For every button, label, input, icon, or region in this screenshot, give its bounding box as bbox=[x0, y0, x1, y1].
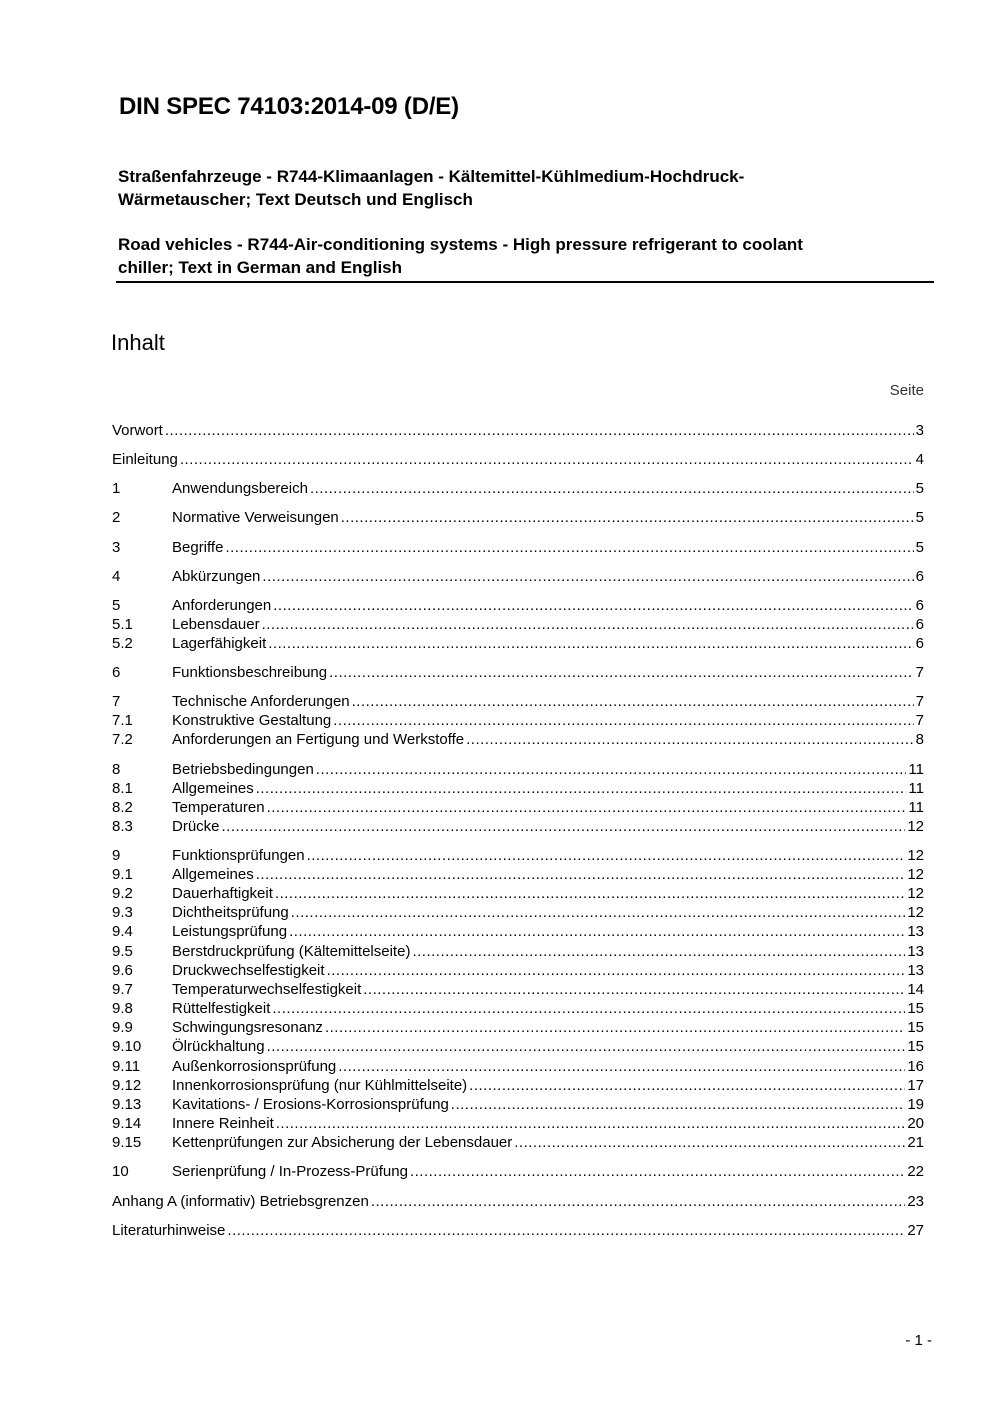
toc-entry-leader-dots bbox=[310, 479, 914, 498]
toc-entry-label: Funktionsprüfungen bbox=[172, 847, 305, 864]
toc-entry[interactable] bbox=[112, 760, 924, 779]
toc-entry-number: 9.3 bbox=[112, 904, 133, 921]
toc-entry-page: 21 bbox=[907, 1134, 924, 1151]
toc-entry-number: 10 bbox=[112, 1163, 129, 1180]
toc-entry-page: 12 bbox=[907, 847, 924, 864]
toc-entry[interactable] bbox=[112, 538, 924, 557]
toc-entry-number: 7 bbox=[112, 693, 121, 710]
toc-entry-label: Allgemeines bbox=[172, 780, 254, 797]
toc-entry-leader-dots bbox=[338, 1057, 905, 1076]
toc-entry-label: Lagerfähigkeit bbox=[172, 635, 267, 652]
toc-entry-page: 6 bbox=[915, 616, 924, 633]
toc-entry-leader-dots bbox=[256, 865, 906, 884]
toc-entry[interactable] bbox=[112, 980, 924, 999]
toc-entry[interactable] bbox=[112, 999, 924, 1018]
toc-entry-number: 3 bbox=[112, 539, 121, 556]
toc-entry-label: Dichtheitsprüfung bbox=[172, 904, 289, 921]
title-english-line-1: Road vehicles - R744-Air-conditioning systems - High pressure refrigerant to coolant bbox=[118, 235, 803, 254]
toc-entry-number: 9.11 bbox=[112, 1058, 141, 1075]
toc-entry[interactable] bbox=[112, 615, 924, 634]
toc-entry-number: 5.2 bbox=[112, 635, 133, 652]
toc-entry-page: 5 bbox=[915, 509, 924, 526]
toc-entry-label: Abkürzungen bbox=[172, 568, 261, 585]
toc-entry-page: 12 bbox=[907, 904, 924, 921]
toc-entry-number: 9 bbox=[112, 847, 121, 864]
toc-entry-page: 16 bbox=[907, 1058, 924, 1075]
toc-entry-label: Temperaturwechselfestigkeit bbox=[172, 981, 362, 998]
toc-entry-number: 9.10 bbox=[112, 1038, 142, 1055]
toc-entry-label: Betriebsbedingungen bbox=[172, 761, 314, 778]
toc-entry-number: 9.8 bbox=[112, 1000, 133, 1017]
toc-entry-leader-dots bbox=[227, 1221, 905, 1240]
toc-entry-label: Rüttelfestigkeit bbox=[172, 1000, 271, 1017]
toc-entry-page: 14 bbox=[907, 981, 924, 998]
toc-entry-leader-dots bbox=[469, 1076, 905, 1095]
toc-entry-number: 9.5 bbox=[112, 943, 133, 960]
toc-entry-leader-dots bbox=[412, 942, 905, 961]
toc-entry-page: 23 bbox=[907, 1193, 924, 1210]
toc-entry[interactable] bbox=[112, 798, 924, 817]
toc-entry[interactable] bbox=[112, 596, 924, 615]
toc-entry[interactable] bbox=[112, 730, 924, 749]
toc-entry-leader-dots bbox=[329, 663, 914, 682]
toc-entry-leader-dots bbox=[307, 846, 906, 865]
toc-entry-label: Einleitung bbox=[112, 451, 178, 468]
toc-entry-label: Begriffe bbox=[172, 539, 224, 556]
toc-entry-page: 5 bbox=[915, 539, 924, 556]
toc-entry-leader-dots bbox=[267, 798, 907, 817]
toc-entry-page: 11 bbox=[908, 799, 924, 816]
toc-entry-leader-dots bbox=[466, 730, 914, 749]
toc-entry[interactable] bbox=[112, 508, 924, 527]
toc-entry[interactable] bbox=[112, 817, 924, 836]
toc-entry-leader-dots bbox=[267, 1037, 906, 1056]
toc-entry-leader-dots bbox=[325, 1018, 905, 1037]
toc-entry-label: Technische Anforderungen bbox=[172, 693, 350, 710]
toc-entry-number: 8.1 bbox=[112, 780, 133, 797]
toc-entry[interactable] bbox=[112, 922, 924, 941]
toc-entry-label: Konstruktive Gestaltung bbox=[172, 712, 332, 729]
toc-entry-leader-dots bbox=[514, 1133, 905, 1152]
toc-entry-label: Anforderungen an Fertigung und Werkstoffe bbox=[172, 731, 465, 748]
toc-entry-leader-dots bbox=[222, 817, 906, 836]
toc-entry-number: 9.4 bbox=[112, 923, 133, 940]
toc-entry-leader-dots bbox=[291, 903, 906, 922]
toc-entry-number: 9.13 bbox=[112, 1096, 142, 1113]
toc-entry-label: Innere Reinheit bbox=[172, 1115, 274, 1132]
toc-entry[interactable] bbox=[112, 1221, 924, 1240]
toc-entry-page: 7 bbox=[915, 693, 924, 710]
document-id: DIN SPEC 74103:2014-09 (D/E) bbox=[119, 93, 459, 120]
toc-entry-number: 8.2 bbox=[112, 799, 133, 816]
toc-entry-page: 17 bbox=[907, 1077, 924, 1094]
toc-entry-number: 6 bbox=[112, 664, 121, 681]
toc-entry[interactable] bbox=[112, 1114, 924, 1133]
toc-entry[interactable] bbox=[112, 1162, 924, 1181]
toc-entry-leader-dots bbox=[273, 596, 913, 615]
toc-page-column-label: Seite bbox=[889, 382, 924, 399]
toc-entry-label: Dauerhaftigkeit bbox=[172, 885, 273, 902]
toc-entry-leader-dots bbox=[268, 634, 913, 653]
toc-entry[interactable] bbox=[112, 567, 924, 586]
toc-entry[interactable] bbox=[112, 846, 924, 865]
toc-heading: Inhalt bbox=[111, 330, 165, 355]
toc-entry[interactable] bbox=[112, 1076, 924, 1095]
toc-entry-label: Druckwechselfestigkeit bbox=[172, 962, 325, 979]
toc-entry[interactable] bbox=[112, 884, 924, 903]
toc-entry-page: 6 bbox=[915, 597, 924, 614]
toc-entry[interactable] bbox=[112, 1037, 924, 1056]
toc-entry-leader-dots bbox=[262, 567, 913, 586]
toc-entry-label: Leistungsprüfung bbox=[172, 923, 288, 940]
toc-entry-leader-dots bbox=[341, 508, 914, 527]
toc-entry-number: 8 bbox=[112, 761, 121, 778]
title-english bbox=[116, 233, 934, 283]
toc-entry-leader-dots bbox=[371, 1192, 906, 1211]
toc-entry-page: 6 bbox=[915, 635, 924, 652]
toc-entry-page: 19 bbox=[907, 1096, 924, 1113]
toc-entry-page: 7 bbox=[915, 712, 924, 729]
toc-entry-leader-dots bbox=[275, 884, 905, 903]
toc-entry[interactable] bbox=[112, 421, 924, 440]
toc-entry-leader-dots bbox=[272, 999, 905, 1018]
toc-entry-number: 7.1 bbox=[112, 712, 133, 729]
toc-entry-label: Funktionsbeschreibung bbox=[172, 664, 328, 681]
toc-entry-page: 27 bbox=[907, 1222, 924, 1239]
toc-entry-leader-dots bbox=[333, 711, 913, 730]
toc-entry-page: 20 bbox=[907, 1115, 924, 1132]
toc-entry[interactable] bbox=[112, 1095, 924, 1114]
toc-entry-page: 22 bbox=[907, 1163, 924, 1180]
page-number: - 1 - bbox=[905, 1332, 932, 1349]
toc-entry[interactable] bbox=[112, 961, 924, 980]
toc-entry[interactable] bbox=[112, 865, 924, 884]
toc-entry[interactable] bbox=[112, 942, 924, 961]
toc-entry-label: Temperaturen bbox=[172, 799, 265, 816]
toc-entry-label: Serienprüfung / In-Prozess-Prüfung bbox=[172, 1163, 408, 1180]
toc-entry-number: 9.6 bbox=[112, 962, 133, 979]
toc-entry[interactable] bbox=[112, 903, 924, 922]
toc-entry[interactable] bbox=[112, 779, 924, 798]
toc-entry-leader-dots bbox=[352, 692, 914, 711]
toc-entry-page: 13 bbox=[907, 962, 924, 979]
toc-entry-label: Normative Verweisungen bbox=[172, 509, 339, 526]
toc-entry-number: 9.15 bbox=[112, 1134, 142, 1151]
toc-entry-leader-dots bbox=[256, 779, 907, 798]
toc-entry-page: 15 bbox=[907, 1038, 924, 1055]
toc-entry-label: Außenkorrosionsprüfung bbox=[172, 1058, 337, 1075]
toc-entry-leader-dots bbox=[451, 1095, 906, 1114]
toc-entry[interactable] bbox=[112, 1018, 924, 1037]
toc-entry-number: 5.1 bbox=[112, 616, 133, 633]
toc-entry-label: Berstdruckprüfung (Kältemittelseite) bbox=[172, 943, 411, 960]
toc-entry-label: Ölrückhaltung bbox=[172, 1038, 265, 1055]
toc-entry-number: 7.2 bbox=[112, 731, 133, 748]
title-german-line-2: Wärmetauscher; Text Deutsch und Englisch bbox=[118, 190, 473, 209]
toc-entry-leader-dots bbox=[316, 760, 907, 779]
toc-entry-page: 7 bbox=[915, 664, 924, 681]
toc-entry[interactable] bbox=[112, 1057, 924, 1076]
toc-entry-page: 13 bbox=[907, 923, 924, 940]
toc-entry-number: 1 bbox=[112, 480, 121, 497]
toc-entry-leader-dots bbox=[327, 961, 906, 980]
toc-entry-label: Anhang A (informativ) Betriebsgrenzen bbox=[112, 1193, 369, 1210]
toc-entry-number: 9.2 bbox=[112, 885, 133, 902]
toc-entry-label: Literaturhinweise bbox=[112, 1222, 226, 1239]
toc-entry-page: 12 bbox=[907, 866, 924, 883]
toc-entry[interactable] bbox=[112, 1133, 924, 1152]
toc-entry[interactable] bbox=[112, 1192, 924, 1211]
toc-entry-number: 5 bbox=[112, 597, 121, 614]
toc-entry-number: 9.1 bbox=[112, 866, 133, 883]
toc-entry-page: 5 bbox=[915, 480, 924, 497]
toc-entry-page: 8 bbox=[915, 731, 924, 748]
toc-entry-page: 6 bbox=[915, 568, 924, 585]
toc-entry-number: 8.3 bbox=[112, 818, 133, 835]
toc-entry-page: 11 bbox=[908, 780, 924, 797]
toc-entry[interactable] bbox=[112, 711, 924, 730]
toc-entry-label: Schwingungsresonanz bbox=[172, 1019, 323, 1036]
toc-entry-leader-dots bbox=[363, 980, 905, 999]
toc-entry-leader-dots bbox=[289, 922, 905, 941]
toc-entry-page: 12 bbox=[907, 818, 924, 835]
toc-entry-number: 4 bbox=[112, 568, 121, 585]
toc-entry-page: 3 bbox=[915, 422, 924, 439]
title-english-line-2: chiller; Text in German and English bbox=[118, 258, 403, 277]
toc-entry-label: Innenkorrosionsprüfung (nur Kühlmittelseite) bbox=[172, 1077, 468, 1094]
title-german-line-1: Straßenfahrzeuge - R744-Klimaanlagen - Kältemittel-Kühlmedium-Hochdruck- bbox=[118, 167, 745, 186]
toc-entry-number: 9.7 bbox=[112, 981, 133, 998]
toc-entry-number: 9.9 bbox=[112, 1019, 133, 1036]
toc-entry-page: 15 bbox=[907, 1000, 924, 1017]
toc-entry-leader-dots bbox=[165, 421, 914, 440]
toc-entry-page: 11 bbox=[908, 761, 924, 778]
toc-entry-number: 9.14 bbox=[112, 1115, 142, 1132]
toc-entry-label: Lebensdauer bbox=[172, 616, 260, 633]
toc-entry[interactable] bbox=[112, 663, 924, 682]
toc-entry-label: Anforderungen bbox=[172, 597, 272, 614]
toc-entry-label: Kavitations- / Erosions-Korrosionsprüfung bbox=[172, 1096, 449, 1113]
toc-entry-label: Drücke bbox=[172, 818, 220, 835]
toc-entry[interactable] bbox=[112, 634, 924, 653]
toc-entry-leader-dots bbox=[180, 450, 914, 469]
toc-entry-number: 9.12 bbox=[112, 1077, 142, 1094]
toc-entry[interactable] bbox=[112, 479, 924, 498]
toc-entry-leader-dots bbox=[225, 538, 913, 557]
toc-entry-number: 2 bbox=[112, 509, 121, 526]
toc-entry-page: 13 bbox=[907, 943, 924, 960]
toc-entry-label: Allgemeines bbox=[172, 866, 254, 883]
toc-entry[interactable] bbox=[112, 692, 924, 711]
toc-entry[interactable] bbox=[112, 450, 924, 469]
toc-entry-label: Vorwort bbox=[112, 422, 163, 439]
toc-entry-page: 12 bbox=[907, 885, 924, 902]
title-german bbox=[118, 165, 934, 211]
toc-entry-leader-dots bbox=[410, 1162, 905, 1181]
toc-entry-label: Kettenprüfungen zur Absicherung der Lebensdauer bbox=[172, 1134, 513, 1151]
toc-entry-page: 4 bbox=[915, 451, 924, 468]
toc-entry-leader-dots bbox=[262, 615, 914, 634]
toc-entry-page: 15 bbox=[907, 1019, 924, 1036]
toc-entry-label: Anwendungsbereich bbox=[172, 480, 308, 497]
toc-entry-leader-dots bbox=[276, 1114, 906, 1133]
